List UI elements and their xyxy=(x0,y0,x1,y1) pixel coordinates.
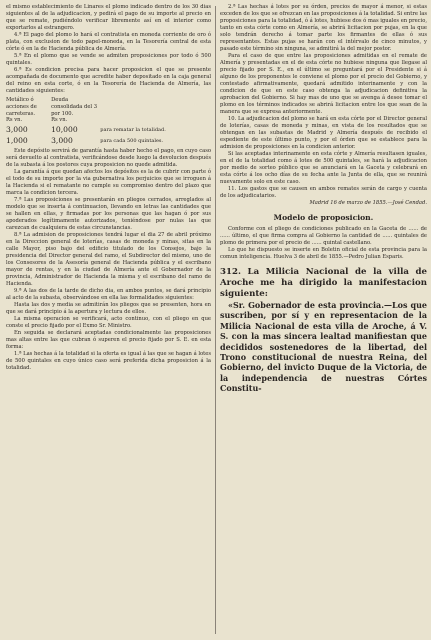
article-heading: 312. La Milicia Nacional de la villa de Aroche me ha dirigido la manifestacion siguiente: xyxy=(220,267,427,299)
paragraph: 6.ª Es condicion precisa para hacer proposicion el que se presente acompañada de documento que acredite haber depositado en la caja general del reino en esta corte, ó en la Tesorería de Hacienda de Almería, las cantidades siguientes: xyxy=(6,67,211,94)
paragraph: 4.ª El pago del plomo lo hará el contratista en moneda corriente de oro ó plata, con exclusion de todo papel-moneda, en la Tesorería central de esta córte ó en la de Hacienda pública de Almería. xyxy=(6,32,211,52)
table-row: 1,000 3,000 para cada 500 quintales. xyxy=(6,136,164,146)
table-unit: Rs vn. xyxy=(6,117,23,124)
paragraph: 2.ª Las hechas á lotes por su órden, precios de mayor á menor, si estas exceden de los que se ofrezcan en las proposiciones á la totalidad. Si entre las proposiciones para la totalidad, ó á lotes, hubiese dos ó mas iguales en precio, tanto en esta córte como en Almería, se abrirá licitacion por pujas, en la que solo tendrán derecho á tomar parte los firmantes de ellas ó sus representantes. Estas pujas se harán con el intérvalo de cinco minutos, y pasado este término sin ninguna, se admitirá la del mejor postor. xyxy=(220,4,427,52)
signature-line: Madrid 16 de marzo de 1855.—José Cendad. xyxy=(309,200,427,206)
paragraph: 9.ª A las dos de la tarde de dicho dia, en ambos puntos, se dará principio al acto de la subasta, observándose en ella las formalidades siguientes: xyxy=(6,288,211,302)
table-header: Metálico ó acciones de carreteras. xyxy=(6,97,37,117)
paragraph: el mismo establecimiento de Linares el plomo indicado dentro de los 30 dias siguientes al de la adjudicacion, y pedirá el pago de su importe al precio en que se remate, pudiéndolo verificar libremente así en el interior como exportarlos al estrangero. xyxy=(6,4,211,31)
paragraph: 5.ª En el plomo que se vende se admiten proposiciones por todo ó 500 quintales. xyxy=(6,53,211,66)
paragraph: La misma operacion se verificará, acto continuo, con el pliego en que conste el precio fijado por el Exmo Sr. Ministro. xyxy=(6,316,211,330)
paragraph: Hasta las dos y media se admitirán los pliegos que se presenten, hora en que se dará principio á la apertura y lectura de ellos. xyxy=(6,302,211,316)
deposit-table xyxy=(6,97,211,146)
table-header: Deuda consolidada del 3 por 100. xyxy=(51,97,98,117)
paragraph: Conforme con el pliego de condiciones publicado en la Gaceta de ...... de ...... último, el que firma compra al Gobierno la cantidad de ...... quintales de plomo de primera por el precio de ...... quintal castellano. xyxy=(220,226,427,246)
table-row: 3,000 10,000 para rematar la totalidad. xyxy=(6,125,166,135)
paragraph: 10. La adjudicacion del plomo se hará en esta córte por el Director general de loterías, casas de moneda y minas, en vista de los resultados que se obtengan en las subastas de Madrid y Almería después de recibido el espediente de este último punto, y por el órden que se establece para la admision de proposiciones en la condicion anterior. xyxy=(220,116,427,150)
paragraph: 1.ª Las hechas á la totalidad si la oferta es igual á las que se hagan á lotes de 500 quintales en cuyo único caso será preferida dicha proposicion á la totalidad. xyxy=(6,351,211,372)
paragraph: Para el caso de que entre las proposiciones admitidas en el remate de Almería y presentadas en el de esta córte no hubiese ninguna que llegase al precio fijado por S. E., en el último se preguntará por el Presidente si á alguno de los proponentes le conviene el plomo por el precio del Gobierno, y contestado afirmativamente, quedará admitido interinamente y con la condicion de que en este caso obtenga la adjudicacion definitiva la aprobacion del Gobierno. Si hay mas de uno que se avenga á desee tomar el plomo en los términos indicados se abrirá licitacion entre los que sean de la manera que se expresa anteriormente. xyxy=(220,53,427,115)
column-divider xyxy=(215,6,216,634)
paragraph: 8.ª La admision de proposiciones tendrá lugar el dia 27 de abril próximo en la Direccion general de loterías, casas de moneda y minas, sitas en la calle Mayor, piso bajo del edificio titulado de los Consejos, bajo la presidencia del Director general del ramo, el Subdirector del mismo, uno de los Consesores de la Asesoría general de Hacienda pública y el escribano mayor de rentas, y en la ciudad de Almería ante el Gobernador de la provincia, Administrador de Hacienda la misma y el escribano del ramo de Hacienda. xyxy=(6,232,211,288)
paragraph: Este depósito servirá de garantía hasta haber hecho el pago, en cuyo caso será devuelto al contratista, verificándose desde luego la devolucion después de la subasta á los postores cuya proposicion no quede admitida. xyxy=(6,148,211,169)
paragraph: Si las aceptadas interinamente en esta córte y Almería resultasen iguales, en el de la totalidad como á lotes de 500 quintales, se hará la adjudicacion por medio de sorteo público que se anunciará en la Gaceta y celebrará en esta córte á los ocho días de su fecha ante la Junta de ella, que se reunirá nuevamente solo en este caso. xyxy=(220,151,427,185)
paragraph: La garantía á que quedan afectos los depósitos es la de cubrir con parte ó el todo de su importe por la via gubernativa los perjuicios que se irroguen á la Hacienda si el rematante no cumple su compromiso dentro del plazo que marca la condicion tercera. xyxy=(6,169,211,197)
left-column xyxy=(6,4,211,372)
right-column xyxy=(220,4,427,394)
paragraph: 7.ª Las proposiciones se presentarán en pliegos cerrados, arreglados al modelo que se inserta á continuacion, llevando en letras las cantidades que se hallen en ellas, y firmadas por los personas que las hagan ó por sus apoderados legítimamente autorizados, teniéndose por nulas las que carezcan de cualquiera de estas circunstancias. xyxy=(6,197,211,232)
paragraph: En seguida se declarará aceptadas condicionalmente las proposiciones mas altas entre las que cubran ó superen el precio fijado por S. E. en esta forma: xyxy=(6,330,211,351)
paragraph: 11. Los gastos que se causen en ambos remates serán de cargo y cuenta de los adjudicatarios. xyxy=(220,186,427,199)
article-body: «Sr. Gobernador de esta provincia.—Los que suscriben, por sí y en representacion de la Milicia Nacional de esta villa de Aroche, á V. S. con la mas sincera lealtad manifiestan que decididos sostenedores de la libertad, del Trono constitucional de nuestra Reina, del Gobierno, del invicto Duque de la Victoria, de la independencia de nuestras Córtes Constitu- xyxy=(220,300,427,394)
section-title: Modelo de proposicion. xyxy=(273,213,374,222)
table-unit: Rs vn. xyxy=(51,117,68,124)
paragraph: Lo que he dispuesto se inserte en Boletin oficial de esta provincia para la comun inteligencia. Huelva 3 de abril de 1855.—Pedro Julian Esparis. xyxy=(220,247,427,260)
